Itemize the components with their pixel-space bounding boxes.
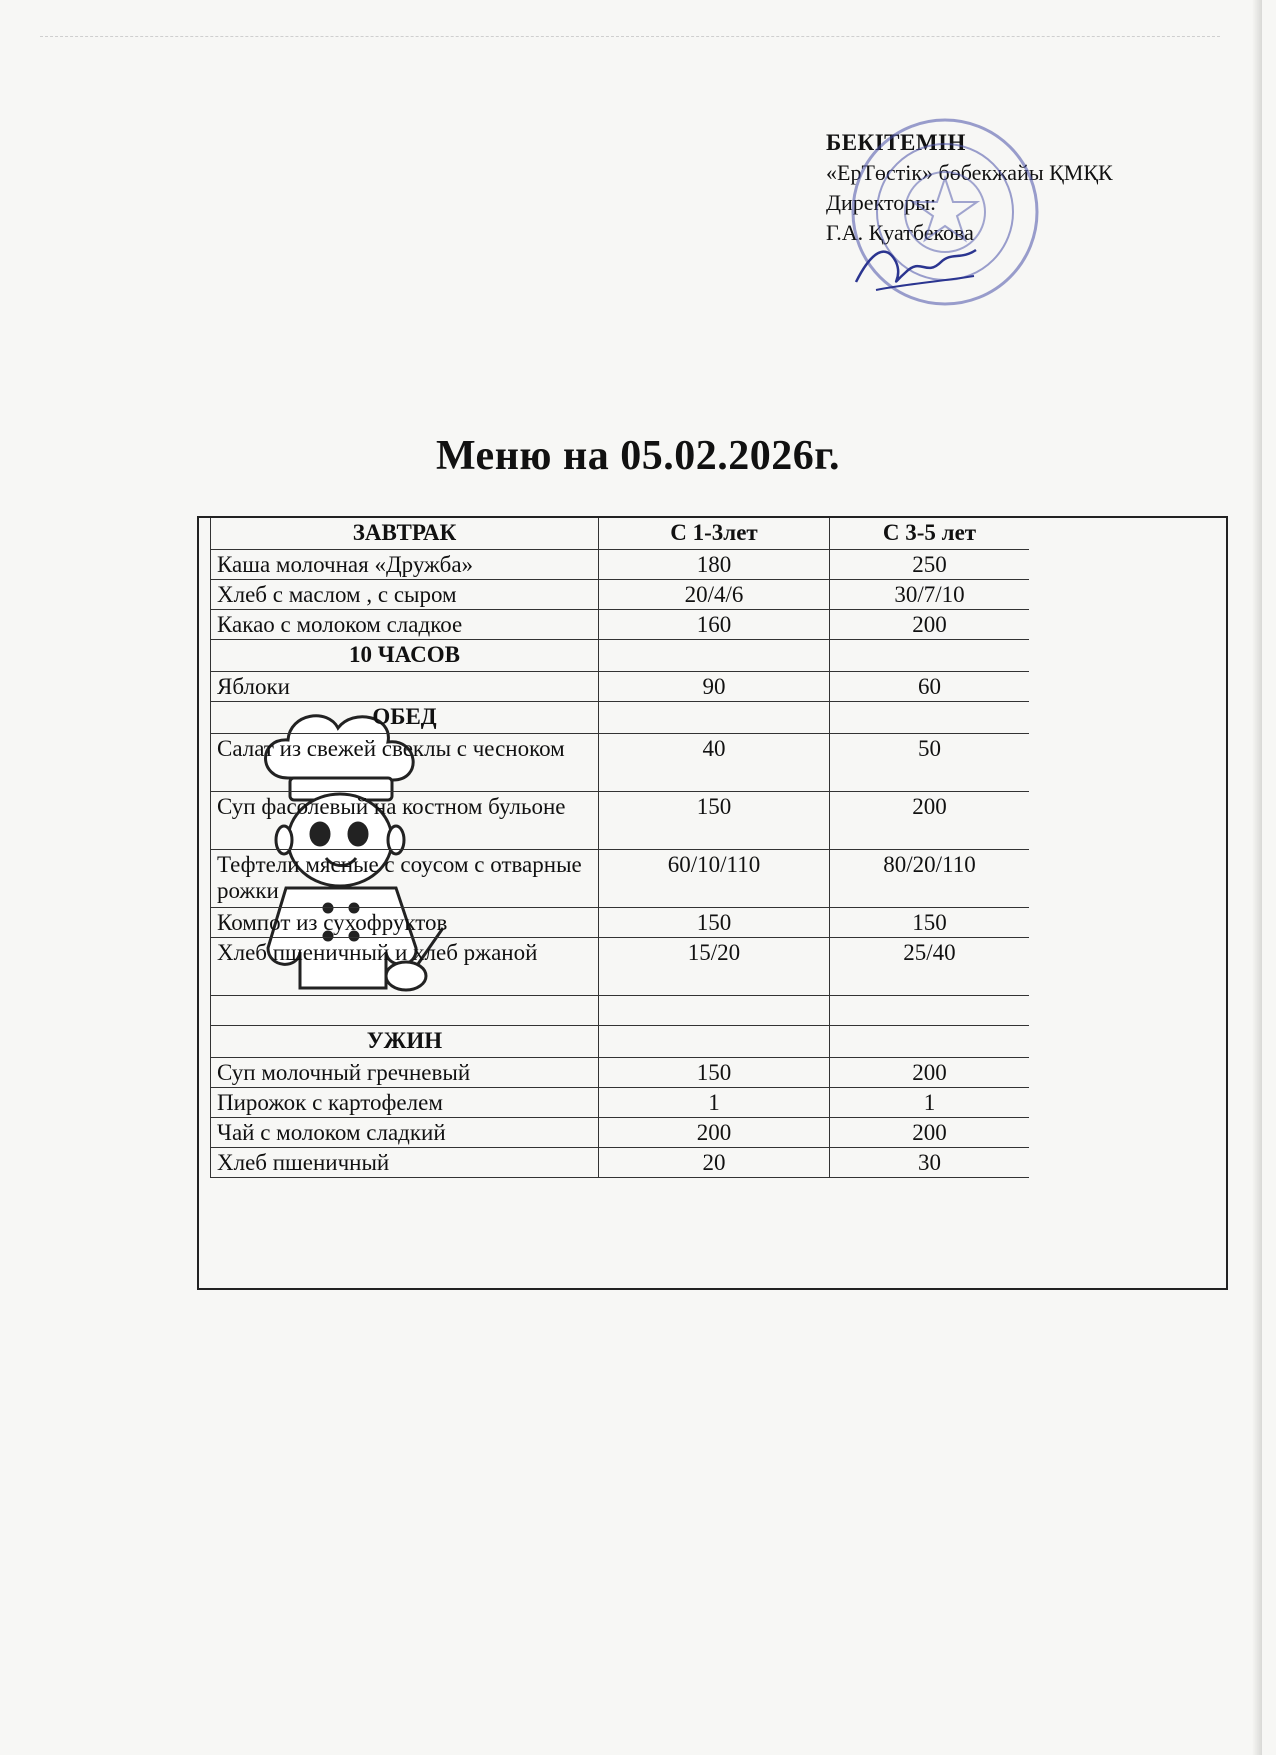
approval-position: Директоры: [826,190,937,215]
portion-age-3-5: 200 [829,610,1029,639]
table-row [210,908,1029,938]
table-row [210,938,1029,996]
empty-cell [829,640,1029,671]
page-title: Меню на 05.02.2026г. [435,433,841,479]
portion-age-1-3: 150 [598,908,829,937]
portion-age-1-3: 150 [598,1058,829,1087]
portion-age-3-5: 1 [829,1088,1029,1117]
table-section-row [210,1026,1029,1058]
portion-age-1-3: 60/10/110 [598,850,829,907]
portion-age-3-5: 25/40 [829,938,1029,995]
scan-edge-top [40,8,1220,37]
table-spacer-row [210,996,1029,1026]
dish-name: Суп фасолевый на костном бульоне [210,792,598,849]
portion-age-3-5: 30 [829,1148,1029,1177]
table-row [210,672,1029,702]
portion-age-3-5: 50 [829,734,1029,791]
empty-cell [598,640,829,671]
portion-age-3-5: 150 [829,908,1029,937]
dish-name: Хлеб пшеничный [210,1148,598,1177]
section-heading: ОБЕД [210,702,598,733]
dish-name: Суп молочный гречневый [210,1058,598,1087]
portion-age-3-5: 60 [829,672,1029,701]
portion-age-3-5: 200 [829,792,1029,849]
column-header-age-1-3: С 1-3лет [598,518,829,549]
scan-edge-right [1252,0,1262,1755]
portion-age-1-3: 200 [598,1118,829,1147]
portion-age-1-3: 15/20 [598,938,829,995]
table-row [210,1058,1029,1088]
table-row [210,1088,1029,1118]
table-row [210,1118,1029,1148]
approval-name: Г.А. Қуатбекова [826,220,974,245]
portion-age-3-5: 200 [829,1058,1029,1087]
table-row [210,850,1029,908]
table-row [210,734,1029,792]
dish-name: Каша молочная «Дружба» [210,550,598,579]
section-heading: 10 ЧАСОВ [210,640,598,671]
table-row [210,550,1029,580]
portion-age-3-5: 200 [829,1118,1029,1147]
section-heading: УЖИН [210,1026,598,1057]
dish-name: Компот из сухофруктов [210,908,598,937]
portion-age-1-3: 150 [598,792,829,849]
approval-heading: БЕКІТЕМІН [826,130,966,155]
dish-name: Чай с молоком сладкий [210,1118,598,1147]
table-row [210,580,1029,610]
dish-name: Хлеб с маслом , с сыром [210,580,598,609]
portion-age-1-3: 160 [598,610,829,639]
empty-cell [829,996,1029,1025]
portion-age-1-3: 20 [598,1148,829,1177]
approval-org: «ЕрТөстік» бөбекжайы ҚМҚК [826,160,1113,185]
portion-age-1-3: 20/4/6 [598,580,829,609]
dish-name: Хлеб пшеничный и хлеб ржаной [210,938,598,995]
empty-cell [829,1026,1029,1057]
signature-icon [846,232,986,302]
portion-age-1-3: 180 [598,550,829,579]
portion-age-1-3: 1 [598,1088,829,1117]
table-row [210,1148,1029,1178]
empty-cell [829,702,1029,733]
dish-name: Пирожок с картофелем [210,1088,598,1117]
portion-age-3-5: 250 [829,550,1029,579]
portion-age-1-3: 90 [598,672,829,701]
table-section-row [210,518,1029,550]
portion-age-3-5: 30/7/10 [829,580,1029,609]
empty-cell [598,702,829,733]
portion-age-3-5: 80/20/110 [829,850,1029,907]
table-section-row [210,640,1029,672]
table-row [210,610,1029,640]
dish-name: Яблоки [210,672,598,701]
table-section-row [210,702,1029,734]
section-heading: ЗАВТРАК [210,518,598,549]
dish-name: Тефтели мясные с соусом с отварные рожки [210,850,598,907]
column-header-age-3-5: С 3-5 лет [829,518,1029,549]
dish-name: Какао с молоком сладкое [210,610,598,639]
table-row [210,792,1029,850]
dish-name: Салат из свежей свеклы с чесноком [210,734,598,791]
portion-age-1-3: 40 [598,734,829,791]
empty-cell [598,996,829,1025]
empty-cell [598,1026,829,1057]
empty-cell [210,996,598,1025]
